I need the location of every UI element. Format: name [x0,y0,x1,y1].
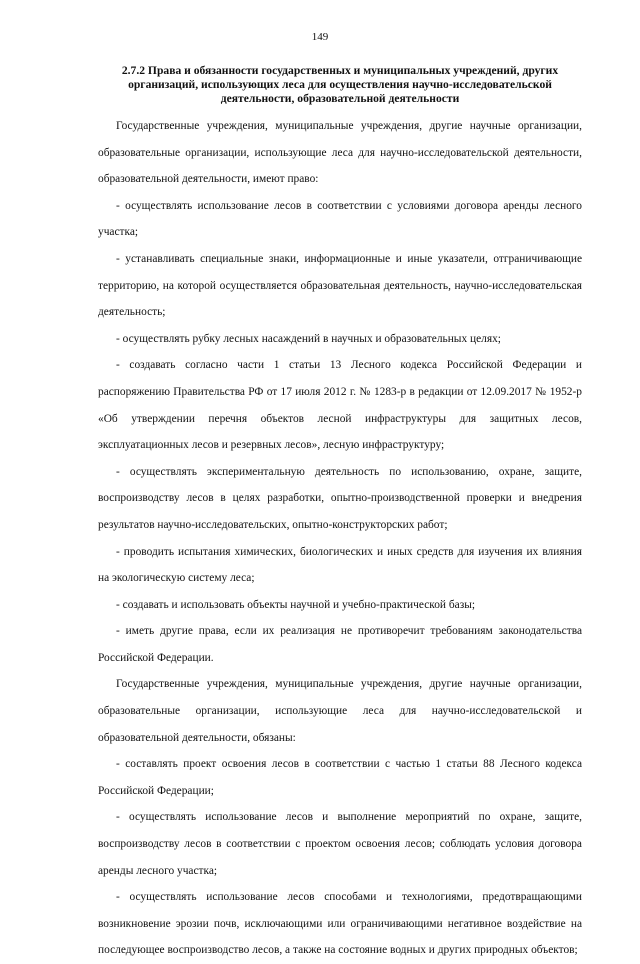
paragraph: - проводить испытания химических, биологических и иных средств для изучения их влияния на экологическую систему леса; [98,545,582,585]
body-text [98,113,582,964]
paragraph: - осуществлять использование лесов в соответствии с условиями договора аренды лесного участка; [98,199,582,239]
paragraph: - осуществлять рубку лесных насаждений в научных и образовательных целях; [116,332,501,345]
paragraph: Государственные учреждения, муниципальные учреждения, другие научные организации, образовательные организации, использующие леса для научно-исследовательской деятельности, образовательной деятельности, имеют право: [98,120,582,186]
paragraph: - устанавливать специальные знаки, информационные и иные указатели, отграничивающие территорию, на которой осуществляется образовательная деятельность, научно-исследовательская деятельность; [98,252,582,319]
paragraph: - создавать и использовать объекты научной и учебно-практической базы; [116,598,476,611]
paragraph: - осуществлять экспериментальную деятельность по использованию, охране, защите, воспроизводству лесов в целях разработки, опытно-производственной проверки и внедрения результатов научно-исследовательских, опытно-конструкторских работ; [98,465,582,531]
page-number: 149 [311,31,329,43]
paragraph: - иметь другие права, если их реализация не противоречит требованиям законодательства Российской Федерации. [98,625,582,664]
paragraph: Государственные учреждения, муниципальные учреждения, другие научные организации, образовательные организации, использующие леса для научно-исследовательской и образовательной деятельности, обязаны: [98,678,582,744]
paragraph: - осуществлять использование лесов способами и технологиями, предотвращающими возникновение эрозии почв, исключающими или ограничивающими негативное воздействие на последующее воспроизводство лесов, а также на состояние водных и других природных объектов; [98,891,582,957]
section-heading: 2.7.2 Права и обязанности государственных и муниципальных учреждений, других организаций, использующих леса для осуществления научно-исследовательской деятельности, образовательной деятельности [121,64,559,105]
paragraph: - осуществлять использование лесов и выполнение мероприятий по охране, защите, воспроизводству лесов в соответствии с проектом освоения лесов; соблюдать условия договора аренды лесного участка; [98,811,582,877]
paragraph: - создавать согласно части 1 статьи 13 Лесного кодекса Российской Федерации и распоряжению Правительства РФ от 17 июля 2012 г. № 1283-р в редакции от 12.09.2017 № 1952-р «Об утверждении перечня объектов лесной инфраструктуры для защитных лесов, эксплуатационных лесов и резервных лесов», лесную инфраструктуру; [98,359,582,452]
paragraph: - составлять проект освоения лесов в соответствии с частью 1 статьи 88 Лесного кодекса Российской Федерации; [98,758,582,797]
